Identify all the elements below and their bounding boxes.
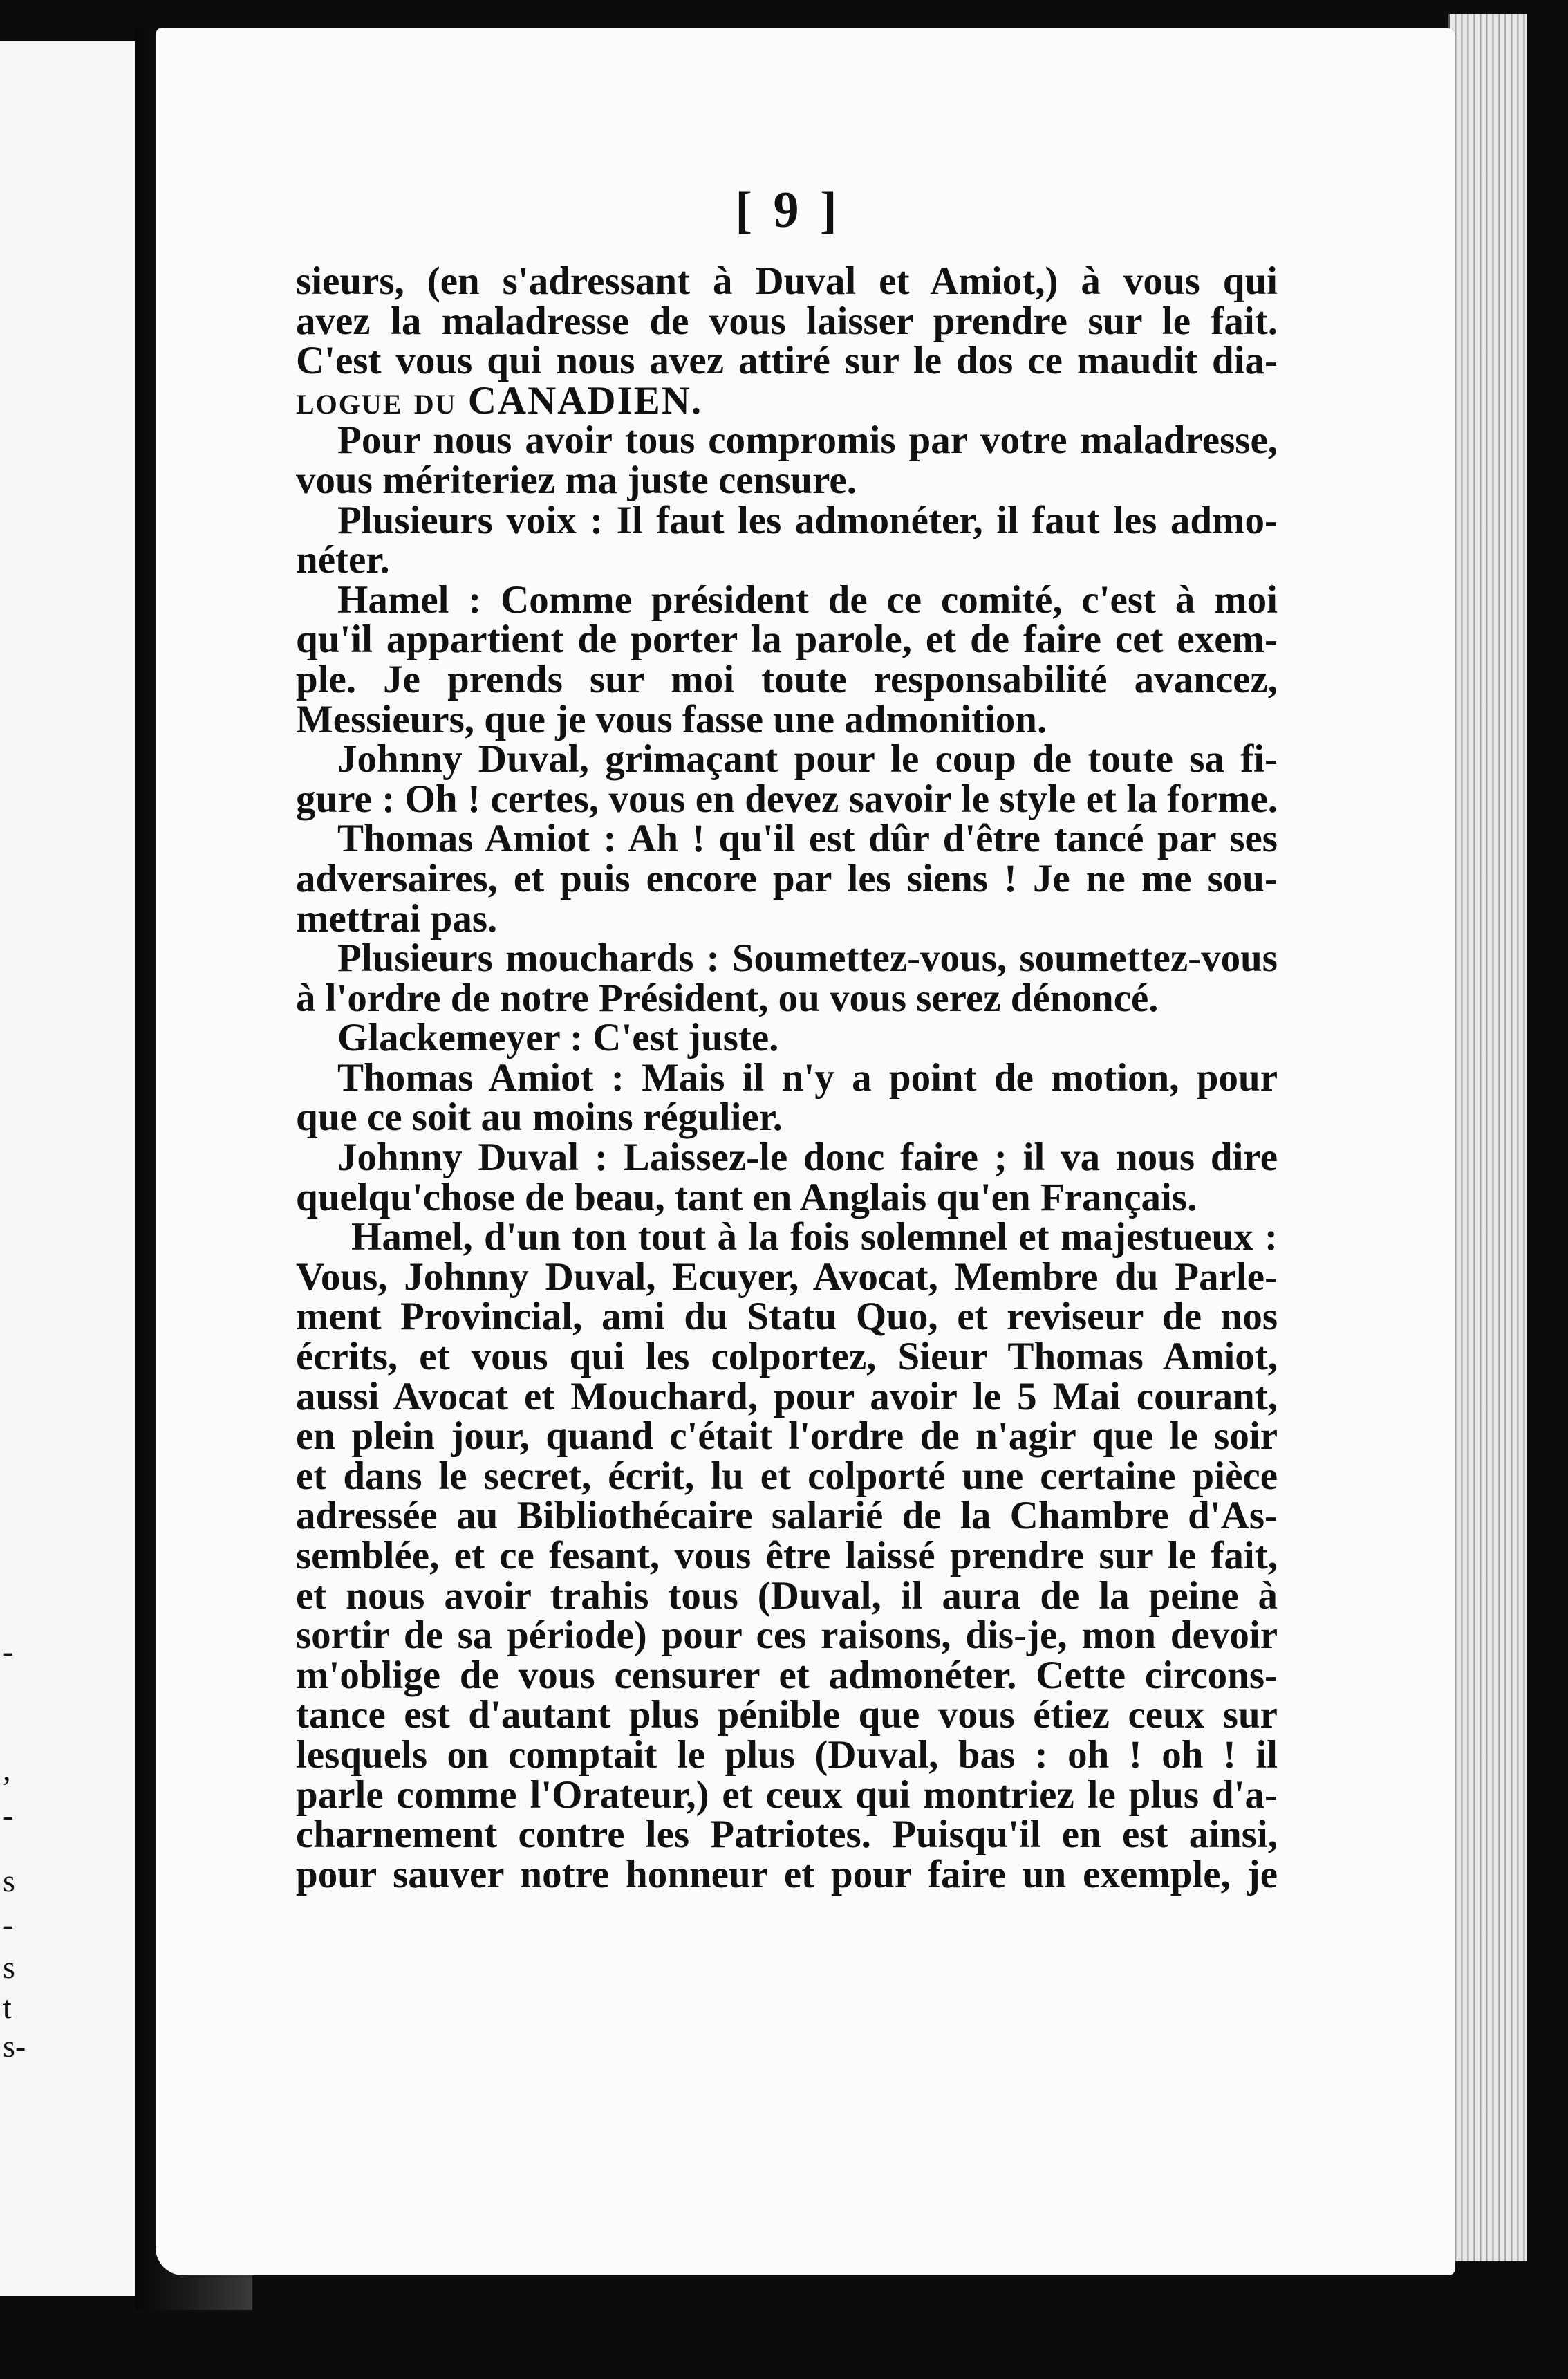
text-line: vous mériteriez ma juste censure. [296,458,857,502]
text-line: Thomas Amiot : Mais il n'y a point de motion, pour [337,1055,1278,1100]
text-line: Hamel : Comme président de ce comité, c'est à moi [337,577,1278,622]
text-line: Hamel, d'un ton tout à la fois solemnel et majestueux : [351,1215,1278,1259]
text-line: adversaires, et puis encore par les siens ! Je ne me sou- [296,856,1278,900]
text-line: sieurs, (en s'adressant à Duval et Amiot,) à vous qui [296,259,1278,303]
left-margin-char: s [3,1863,15,1898]
page-number: [ 9 ] [735,182,841,239]
left-margin-char: , [3,1752,11,1787]
left-margin-char: - [3,1797,14,1833]
text-line: m'oblige de vous censurer et admonéter. Cette circons- [296,1653,1278,1697]
text-line: gure : Oh ! certes, vous en devez savoir le style et la forme. [296,777,1278,821]
text-line: Johnny Duval : Laissez-le donc faire ; il va nous dire [337,1136,1278,1180]
text-line: C'est vous qui nous avez attiré sur le dos ce maudit dia- [296,339,1278,383]
text-line: avez la maladresse de vous laisser prendre sur le fait. [296,299,1278,343]
text-line: Vous, Johnny Duval, Ecuyer, Avocat, Membre du Parle- [296,1255,1278,1299]
page-text [296,261,1278,1894]
left-margin-char: s- [3,2028,26,2064]
page-edges [1448,14,1527,2261]
text-line: charnement contre les Patriotes. Puisqu'il en est ainsi, [296,1813,1278,1857]
text-line: ple. Je prends sur moi toute responsabilité avancez, [296,657,1278,701]
text-line: Plusieurs mouchards : Soumettez-vous, soumettez-vous [337,936,1278,981]
text-line: quelqu'chose de beau, tant en Anglais qu'en Français. [296,1175,1197,1219]
left-margin-char: s [3,1950,15,1985]
text-line: tance est d'autant plus pénible que vous étiez ceux sur [296,1693,1278,1737]
text-line: aussi Avocat et Mouchard, pour avoir le 5 Mai courant, [296,1374,1278,1418]
text-line: qu'il appartient de porter la parole, et de faire cet exem- [296,618,1278,662]
text-line: Pour nous avoir tous compromis par votre maladresse, [337,418,1278,463]
text-line: semblée, et ce fesant, vous être laissé prendre sur le fait, [296,1534,1278,1577]
text-line: adressée au Bibliothécaire salarié de la Chambre d'As- [296,1494,1278,1538]
text-line: parle comme l'Orateur,) et ceux qui montriez le plus d'a- [296,1772,1278,1817]
left-margin-char: - [3,1633,14,1669]
text-line: sortir de sa période) pour ces raisons, dis-je, mon devoir [296,1613,1278,1658]
text-line: Thomas Amiot : Ah ! qu'il est dûr d'être tancé par ses [337,817,1278,861]
left-margin-char: t [3,1990,12,2025]
text-line: Johnny Duval, grimaçant pour le coup de toute sa fi- [337,737,1278,781]
text-line: mettrai pas. [296,896,498,941]
left-margin-char: - [3,1907,14,1942]
text-line: à l'ordre de notre Président, ou vous serez dénoncé. [296,976,1159,1020]
text-line: en plein jour, quand c'était l'ordre de n'agir que le soir [296,1414,1278,1459]
text-line: que ce soit au moins régulier. [296,1095,783,1140]
text-line: logue du CANADIEN. [296,378,703,423]
text-line: ment Provincial, ami du Statu Quo, et reviseur de nos [296,1295,1278,1339]
text-line: Messieurs, que je vous fasse une admonition. [296,697,1047,741]
text-line: écrits, et vous qui les colportez, Sieur Thomas Amiot, [296,1335,1278,1379]
text-line: Plusieurs voix : Il faut les admonéter, il faut les admo- [337,498,1278,542]
left-page-fragment [0,41,137,2296]
text-line: lesquels on comptait le plus (Duval, bas : oh ! oh ! il [296,1732,1278,1777]
text-line: néter. [296,538,390,582]
text-line: et nous avoir trahis tous (Duval, il aura de la peine à [296,1573,1278,1618]
text-line: et dans le secret, écrit, lu et colporté une certaine pièce [296,1454,1278,1498]
text-line: pour sauver notre honneur et pour faire un exemple, je [296,1852,1278,1896]
text-line: Glackemeyer : C'est juste. [337,1016,779,1060]
